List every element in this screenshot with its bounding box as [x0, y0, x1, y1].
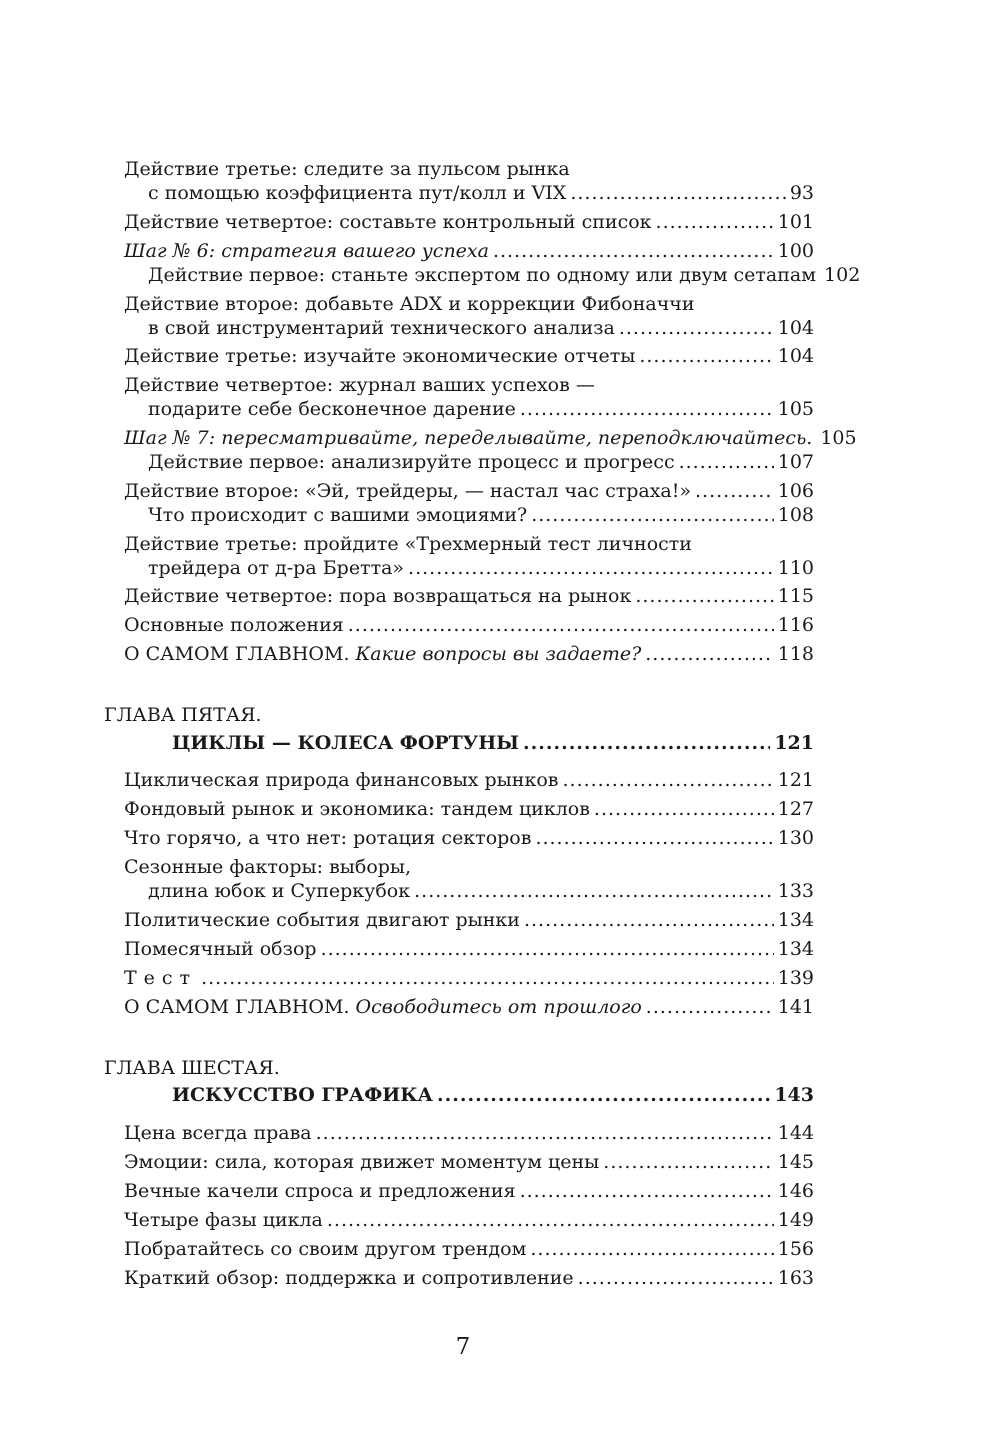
chapter-label: ГЛАВА ШЕСТАЯ. [104, 1057, 280, 1079]
toc-page-number: 133 [777, 880, 814, 902]
toc-entry-title: Цена всегда права [124, 1122, 312, 1144]
toc-page-number: 101 [777, 211, 814, 233]
dot-leader [679, 450, 774, 474]
toc-entry-title: Действие первое: станьте экспертом по одному или двум сетапам [148, 264, 817, 286]
chapter-title-text: ЦИКЛЫ — КОЛЕСА ФОРТУНЫ [172, 732, 519, 754]
page-number: 7 [455, 1334, 471, 1360]
toc-entry-title: Четыре фазы цикла [124, 1209, 323, 1231]
toc-entry-subtitle: Освободитесь от прошлого [355, 996, 642, 1018]
toc-page-number: 106 [777, 480, 814, 502]
dot-leader [327, 1208, 774, 1232]
toc-page-number: 134 [777, 938, 814, 960]
toc-entry[interactable] [124, 613, 814, 637]
toc-page-number: 156 [777, 1238, 814, 1260]
toc-entry[interactable] [124, 855, 814, 903]
toc-entry[interactable] [124, 1237, 814, 1261]
toc-entry-title: Действие третье: следите за пульсом рынка [124, 158, 570, 180]
toc-page-number: 127 [777, 798, 814, 820]
toc-entry-title: Циклическая природа финансовых рынков [124, 769, 559, 791]
dot-leader [695, 479, 774, 503]
toc-page-number: 121 [777, 769, 814, 791]
dot-leader [603, 1150, 773, 1174]
toc-entry[interactable] [124, 503, 814, 527]
toc-entry[interactable] [124, 642, 814, 666]
toc-entry[interactable] [124, 797, 814, 821]
dot-leader [493, 239, 774, 263]
toc-entry[interactable] [124, 584, 814, 608]
dot-leader [535, 826, 773, 850]
toc-entry-title: трейдера от д-ра Бретта» [148, 557, 405, 579]
toc-page-number: 145 [777, 1151, 814, 1173]
toc-entry-title: Сезонные факторы: выборы, [124, 856, 412, 878]
toc-entry[interactable] [124, 908, 814, 932]
toc-entry-subtitle: Какие вопросы вы задаете? [355, 643, 642, 665]
toc-entry-title: Что происходит с вашими эмоциями? [148, 504, 528, 526]
dot-leader [531, 503, 774, 527]
toc-entry-title: Действие третье: пройдите «Трехмерный тест личности [124, 533, 692, 555]
dot-leader [316, 1121, 774, 1145]
dot-leader [635, 584, 773, 608]
dot-leader [520, 397, 774, 421]
toc-page-number: 121 [774, 732, 814, 754]
dot-leader [619, 316, 774, 340]
toc-entry-title: Что горячо, а что нет: ротация секторов [124, 827, 532, 849]
toc-entry[interactable] [124, 479, 814, 503]
toc-entry[interactable] [124, 450, 814, 474]
toc-entry-title: Фондовый рынок и экономика: тандем циклов [124, 798, 590, 820]
toc-entry-title: Действие четвертое: пора возвращаться на рынок [124, 585, 632, 607]
toc-entry-title: с помощью коэффициента пут/колл и VIX [148, 182, 567, 204]
toc-page-number: 104 [777, 317, 814, 339]
toc-page-number: 134 [777, 909, 814, 931]
toc-page-number: 102 [824, 264, 861, 286]
toc-entry-title: длина юбок и Суперкубок [148, 880, 411, 902]
toc-entry[interactable] [124, 292, 814, 340]
toc-entry-title: Действие третье: изучайте экономические отчеты [124, 345, 636, 367]
toc-entry[interactable] [124, 344, 814, 368]
toc-entry-title: Шаг № 6: стратегия вашего успеха [124, 240, 489, 262]
dot-leader [201, 966, 774, 990]
toc-entry[interactable] [124, 1121, 814, 1145]
dot-leader [639, 344, 773, 368]
toc-entry-title: О САМОМ ГЛАВНОМ. [124, 996, 350, 1018]
dot-leader [414, 879, 774, 903]
toc-entry-title: подарите себе бесконечное дарение [148, 398, 516, 420]
toc-entry-title: Действие второе: добавьте ADX и коррекции Фибоначчи [124, 293, 695, 315]
toc-entry[interactable] [124, 768, 814, 792]
toc-entry[interactable] [124, 1179, 814, 1203]
toc-page-number: 108 [777, 504, 814, 526]
toc-entry-title: Действие четвертое: журнал ваших успехов — [124, 374, 595, 396]
toc-page-number: 141 [777, 996, 814, 1018]
toc-entry-title: Основные положения [124, 614, 344, 636]
toc-page-number: 115 [777, 585, 814, 607]
toc-page-number: 130 [777, 827, 814, 849]
toc-entry[interactable] [124, 1266, 814, 1290]
toc-entry-title: Тест [124, 967, 198, 989]
dot-leader [656, 210, 774, 234]
toc-entry[interactable] [124, 263, 861, 287]
toc-page-number: 105 [777, 398, 814, 420]
toc-entry[interactable] [124, 826, 814, 850]
toc-entry[interactable] [124, 966, 814, 990]
dot-leader [594, 797, 774, 821]
dot-leader [530, 1237, 773, 1261]
toc-page-number: 104 [777, 345, 814, 367]
dot-leader [578, 1266, 774, 1290]
toc-entry-title: Эмоции: сила, которая движет моментум цены [124, 1151, 600, 1173]
toc-step-entry[interactable] [124, 426, 857, 450]
toc-entry-title: Помесячный обзор [124, 938, 317, 960]
toc-entry-title: Краткий обзор: поддержка и сопротивление [124, 1267, 574, 1289]
toc-entry-title: Побратайтесь со своим другом трендом [124, 1238, 527, 1260]
toc-entry-title: Шаг № 7: пересматривайте, переделывайте, переподключайтесь. [124, 427, 813, 449]
dot-leader [321, 937, 774, 961]
toc-page-number: 139 [777, 967, 814, 989]
chapter-title[interactable] [172, 731, 814, 755]
toc-entry[interactable] [124, 995, 814, 1019]
toc-entry-title: Действие первое: анализируйте процесс и прогресс [148, 451, 675, 473]
toc-entry-title: Действие четвертое: составьте контрольный список [124, 211, 652, 233]
toc-entry-title: Действие второе: «Эй, трейдеры, — настал час страха!» [124, 480, 692, 502]
toc-page-number: 143 [774, 1084, 814, 1106]
toc-entry-title: в свой инструментарий технического анализа [148, 317, 615, 339]
dot-leader [408, 556, 774, 580]
toc-page-number: 163 [777, 1267, 814, 1289]
dot-leader [562, 768, 773, 792]
toc-entry[interactable] [124, 210, 814, 234]
toc-entry[interactable] [124, 937, 814, 961]
toc-page-number: 105 [820, 427, 857, 449]
toc-step-entry[interactable] [124, 239, 814, 263]
dot-leader [570, 181, 785, 205]
toc-page-number: 149 [777, 1209, 814, 1231]
dot-leader [520, 1179, 774, 1203]
toc-entry-title: Вечные качели спроса и предложения [124, 1180, 516, 1202]
toc-page-number: 110 [777, 557, 814, 579]
dot-leader [645, 642, 773, 666]
dot-leader [437, 1083, 770, 1107]
toc-page-number: 93 [789, 182, 814, 204]
toc-entry[interactable] [124, 157, 814, 205]
chapter-label: ГЛАВА ПЯТАЯ. [104, 704, 262, 726]
chapter-title[interactable] [172, 1083, 814, 1107]
toc-page-number: 118 [777, 643, 814, 665]
dot-leader [524, 908, 774, 932]
toc-entry[interactable] [124, 1208, 814, 1232]
toc-entry-title: О САМОМ ГЛАВНОМ. [124, 643, 350, 665]
dot-leader [523, 731, 770, 755]
toc-page-number: 100 [777, 240, 814, 262]
toc-entry[interactable] [124, 373, 814, 421]
toc-page-number: 107 [777, 451, 814, 473]
toc-entry[interactable] [124, 1150, 814, 1174]
toc-entry-title: Политические события двигают рынки [124, 909, 520, 931]
dot-leader [646, 995, 774, 1019]
toc-entry[interactable] [124, 532, 814, 580]
toc-page-number: 144 [777, 1122, 814, 1144]
toc-page-number: 116 [777, 614, 814, 636]
dot-leader [348, 613, 774, 637]
chapter-title-text: ИСКУССТВО ГРАФИКА [172, 1084, 433, 1106]
toc-page-number: 146 [777, 1180, 814, 1202]
